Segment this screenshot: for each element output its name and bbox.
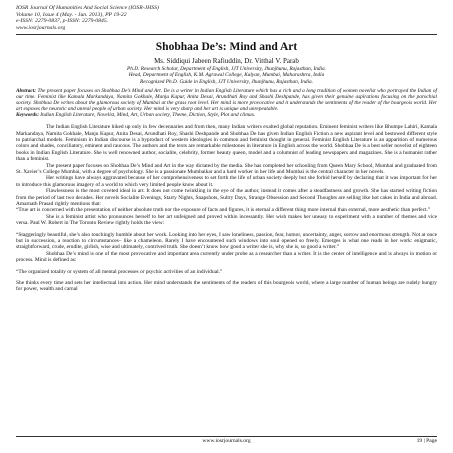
keywords-text: Indian English Literature, Novelist, Mind, Art, Urban society, Theme, Diction, Style, Plot and climax. [38,112,256,119]
journal-header [16,5,437,31]
affiliation-line: Ph.D. Research Scholar, Department of English, JJT University, Jhunjhunu, Rajasthan, India. [127,66,326,73]
author-affiliations [16,66,437,84]
quotation: “True art is concerned with the presentation of neither absolute truth nor the exposure of facts and figures, it is eternal a different thing more internal than external, more aesthetic than perfect.” [16,207,431,214]
abstract-block [16,88,437,118]
journal-volume: Volume 10, Issue 4 (May. - Jun. 2013), PP 19-22 [16,11,127,18]
paper-authors: Ms. Siddiqui Jabeen Rafiuddin, Dr. Vitthal V. Parab [154,57,299,66]
body-text [16,124,437,293]
paragraph: She thinks every time and sets her intellectual into action. Her mind understands the sentiments of the readers of this bourgeois world, where a large number of human beings are rudely hungry for power, wealth and carnal [16,280,437,293]
header-divider [16,34,437,35]
page-number: 19 | Page [416,438,437,444]
keywords-label: Keywords: [16,112,39,119]
paragraph: She is a feminist artist who pronounces herself to her art unfeigned and proved within incessantly. Her wish makes her uneasy to experiment with a number of themes and vice versa. Paul W. Robert in The Toronto Review rightly holds the view: [16,213,437,227]
footer-url: www.iosrjournals.org [202,438,251,444]
paper-title: Shobhaa De’s: Mind and Art [155,41,298,54]
quotation: “The organized totality or system of all mental processes or psychic activities of an individual.” [16,268,223,275]
affiliation-line: Head, Department of English, K.M. Agrawal College, Kalyan, Mumbai, Maharashtra, India [128,72,325,79]
paragraph: The Indian English Literature hiked up only in few decennaries and from then, many Indian writers exalted global reputation. Eminent feminist writers like Bhumpe Lahiri, Kamala Markandaya, Namita Gokhale, Manju Kapur, Anita Desai, Arundhati Roy, Shashi Deshpande and Shobhaa De has given Indian English Fiction a new aspirant level and bestowed different style to patriarchal models. Feminism in Indian discourse is a byproduct of western ideologies in common and feminist thought in general. Feminist English Literature is an apparition of numerous colors and shades, conciliatory, eminent and raucous. The authors and the texts are remarkable milestones in literature in English across the world. Shobhaa De is a best seller novelist of eighteen books in Indian English Literature. She is well renowned author, socialite, celebrity, former beauty queen, model and a columnist of leading newspapers and magazines. She is a humanist rather than a feminist. [16,124,437,163]
journal-issn: e-ISSN: 2279-0837, p-ISSN: 2279-0845. [16,18,109,25]
journal-name: IOSR Journal Of Humanities And Social Science (IOSR-JHSS) [16,5,159,11]
paragraph: Her writings have always aggravated because of her comprehensiveness to set forth the life of urban society deeply but she forbid herself by declaring that it was important for her to introduce this glamorous imagery of a world to which very limited people know about it. [16,175,437,188]
paragraph: Flawlessness is the most coveted ideal in art. It does not come twinkling in the eye of the author, instead it comes after a steadfastness and growth. She has started writing fiction from the period of last two decades. Her novels Socialite Evenings, Starry Nights, Snapshots, Sultry Days, Strange Obsession and Second Thoughts are selling like hot cakes in India and abroad. Amarnath Prasad rightly mentions that: [16,188,437,207]
abstract-text: The present paper focuses on Shobhaa De’s Mind and Art. De is a writer in Indian English Literature which has a rich and a long tradition of women novelist who portrayed the Indian of our time. Feminist like Kamala Markandaya, Namita Gokhale, Manju Kapur, Anita Desai, Arundhati Roy and Shashi Deshpande, has given their genuine aspirations focusing on the parochial society. Shobhaa De writes about the glamorous society of Mumbai at the grass root level. Her mind is more provocative and it understands the sentiments of the reader of the bourgeois world. Her art exposes the neurotic and unreal people of urban society. Her mind is very sharp and her art is unique and unrepeatable. [16,87,437,112]
paragraph: The present paper focuses on Shobhaa De’s Mind and Art in the way dictated by the media. She has completed her schooling from Queen Mary School, Mumbai and graduated from St. Xavier’s College Mumbai, with a degree of psychology. She is a passionate Mumbaikar and a hard worker in her life and Mumbai is the central character in her novels. [16,162,437,175]
keywords [16,112,437,118]
abstract [16,88,437,112]
quotation: “Staggeringly beautiful, she’s also touchingly humble about her work. Looking into her eyes, I saw loneliness, passion, fear, humor, uncertainty, anger, sorrow and enormous strength. Not at once but in succession, a reaction to circumstances– like a chameleon. Rarely I have encountered such windows into soul opened so freely. Emerges is what one reads in her work: enigmatic, straightforward, crude, erudite, girlish, wise and ultimately, contrived truth. She doesn’t know how good a writer she is, why she is, so good a writer.” [16,231,437,251]
abstract-label: Abstract: [16,87,37,94]
affiliation-line: Recognized Ph.D. Guide in English, JJT University, Jhunjhunu, Rajasthan, India. [140,78,313,85]
page-footer [16,436,437,444]
journal-url: www.iosrjournals.org [16,24,66,31]
paragraph: Shobhaa De’s mind is one of the most provocative and important area currently under probe as a researcher than a writer. It is the center of intelligence and is always in motion or process. Mind is defined as: [16,250,437,264]
